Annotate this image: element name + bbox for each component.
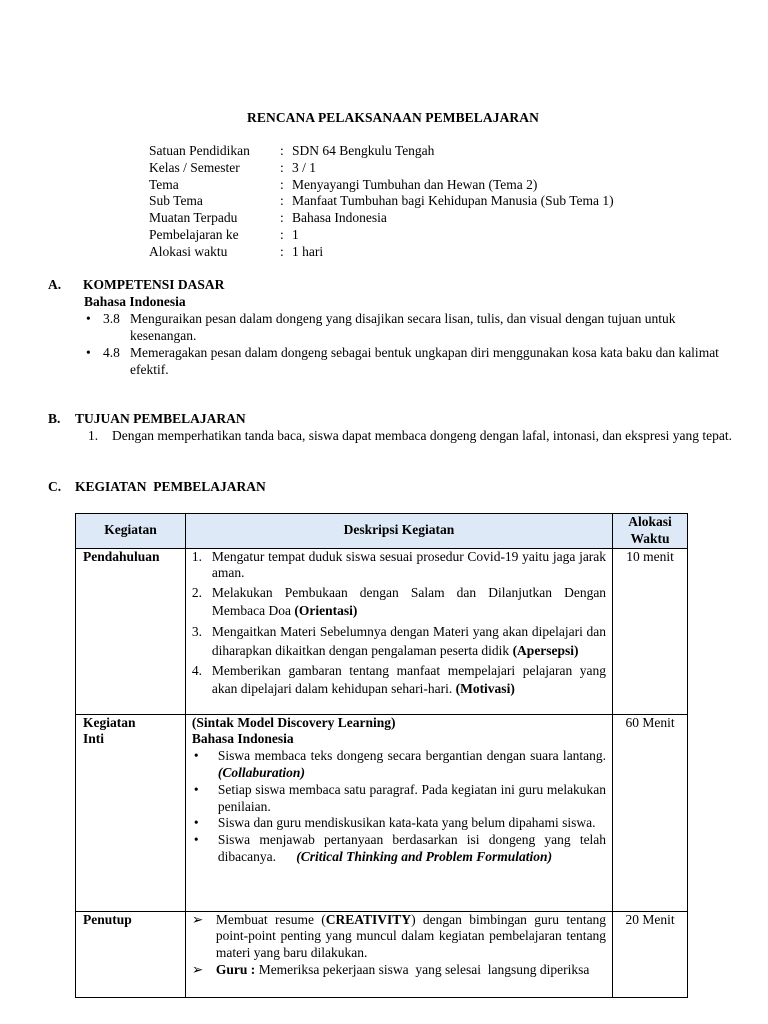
bullet-icon: • <box>86 345 91 360</box>
item-text-plain: Membuat resume ( <box>215 911 326 927</box>
item-text-plain: Setiap siswa membaca satu paragraf. Pada kegiatan ini guru melakukan penilaian. <box>217 781 607 814</box>
kd-item <box>86 345 736 379</box>
kegiatan-table <box>75 513 688 998</box>
item-text-plain: Mengatur tempat duduk siswa sesuai prosedur Covid-19 yaitu jaga jarak aman. <box>211 548 607 581</box>
item-number: 4. <box>191 663 203 679</box>
item-text-plain: Melakukan Pembukaan dengan Salam dan Dilanjutkan Dengan Membaca Doa <box>211 585 607 619</box>
bullet-icon: • <box>193 781 199 797</box>
item-tag: (Apersepsi) <box>512 643 579 659</box>
item-text <box>218 782 606 816</box>
kegiatan-name: Pendahuluan <box>76 548 186 714</box>
identity-row <box>149 177 614 194</box>
identity-label: Sub Tema <box>149 193 203 209</box>
section-b-heading <box>48 411 246 427</box>
identity-label: Muatan Terpadu <box>149 210 238 226</box>
item-text-plain: Mengaitkan Materi Sebelumnya dengan Materi yang akan dipelajari dan diharapkan dikaitkan dengan pengalaman peserta didik <box>211 624 607 659</box>
table-header-row <box>76 514 688 549</box>
identity-value: 1 hari <box>292 243 324 259</box>
identity-label: Tema <box>149 176 179 192</box>
kd-number: 4.8 <box>103 345 120 360</box>
kd-text: Memeragakan pesan dalam dongeng sebagai bentuk ungkapan diri menggunakan kosa kata baku dan kalimat efektif. <box>130 345 719 377</box>
identity-value: SDN 64 Bengkulu Tengah <box>292 143 435 158</box>
list-item <box>192 962 606 979</box>
identity-colon: : <box>280 159 284 175</box>
list-item <box>192 584 606 620</box>
identity-value: Menyayangi Tumbuhan dan Hewan (Tema 2) <box>292 176 538 192</box>
list-item <box>192 782 606 816</box>
arrow-bullet-icon: ➢ <box>191 911 204 927</box>
identity-label: Satuan Pendidikan <box>149 143 250 158</box>
kegiatan-name <box>76 714 186 911</box>
header-deskripsi: Deskripsi Kegiatan <box>185 514 612 549</box>
item-text-plain: Siswa membaca teks dongeng secara bergantian dengan suara lantang. <box>217 748 607 764</box>
identity-value: 3 / 1 <box>292 159 317 175</box>
item-text <box>216 912 606 962</box>
item-text <box>212 622 606 660</box>
tujuan-item <box>88 428 738 445</box>
identity-colon: : <box>280 143 284 158</box>
item-tag: (Critical Thinking and Problem Formulation) <box>296 848 553 864</box>
section-letter: B. <box>48 411 61 426</box>
identity-label: Alokasi waktu <box>149 243 228 259</box>
header-alokasi: Alokasi Waktu <box>613 514 688 549</box>
document-title: RENCANA PELAKSANAAN PEMBELAJARAN <box>247 110 539 125</box>
identity-row <box>149 227 614 244</box>
tujuan-number: 1. <box>88 428 99 443</box>
section-title: TUJUAN PEMBELAJARAN <box>75 411 246 426</box>
kd-item <box>86 311 736 345</box>
item-number: 1. <box>191 548 203 564</box>
identity-row <box>149 193 614 210</box>
list-item <box>192 662 606 698</box>
item-tag: (Motivasi) <box>455 681 515 697</box>
identity-row <box>149 244 614 261</box>
deskripsi-cell <box>185 714 612 911</box>
item-tag: (Collaburation) <box>217 764 305 780</box>
list-item <box>192 912 606 962</box>
identity-colon: : <box>280 193 284 209</box>
identity-colon: : <box>280 210 284 226</box>
arrow-bullet-icon: ➢ <box>191 961 204 977</box>
kegiatan-name: Penutup <box>76 911 186 997</box>
alokasi-cell: 20 Menit <box>613 911 688 997</box>
section-title: KEGIATAN PEMBELAJARAN <box>75 479 266 494</box>
header-kegiatan: Kegiatan <box>76 514 186 549</box>
bullet-icon: • <box>193 748 199 764</box>
section-title: KOMPETENSI DASAR <box>83 277 225 292</box>
item-text-plain: Siswa menjawab pertanyaan berdasarkan isi dongeng yang telah dibacanya. <box>217 832 610 864</box>
item-text <box>212 662 606 698</box>
identity-value: Bahasa Indonesia <box>292 210 387 226</box>
section-a-heading <box>48 277 224 293</box>
identity-label: Kelas / Semester <box>149 159 240 175</box>
bullet-icon: • <box>86 311 91 326</box>
identity-label: Pembelajaran ke <box>149 226 239 242</box>
table-row-inti <box>76 714 688 911</box>
item-text <box>212 549 606 583</box>
item-tag: Guru : <box>215 961 256 977</box>
bullet-icon: • <box>193 815 199 831</box>
identity-colon: : <box>280 226 284 242</box>
list-item <box>192 815 606 832</box>
kegiatan-name-text: Kegiatan Inti <box>83 714 136 747</box>
table-row-penutup <box>76 911 688 997</box>
identity-colon: : <box>280 243 284 259</box>
item-text-plain: ) dengan bimbingan guru tentang point-point penting yang muncul dalam kegiatan pembelajaran tentang materi yang baru dilakukan. <box>215 911 607 961</box>
subject-label: Bahasa Indonesia <box>191 731 294 747</box>
list-item <box>192 748 606 782</box>
item-text <box>218 748 606 782</box>
section-letter: C. <box>48 479 62 494</box>
list-item <box>192 549 606 583</box>
identity-value: Manfaat Tumbuhan bagi Kehidupan Manusia (Sub Tema 1) <box>292 193 614 209</box>
item-text-plain: Memeriksa pekerjaan siswa yang selesai langsung diperiksa <box>255 961 590 977</box>
item-text-plain: Siswa dan guru mendiskusikan kata-kata yang belum dipahami siswa. <box>217 815 596 831</box>
identity-block <box>149 143 614 261</box>
deskripsi-cell <box>185 911 612 997</box>
identity-row <box>149 160 614 177</box>
list-item <box>192 622 606 660</box>
alokasi-cell: 10 menit <box>613 548 688 714</box>
model-label: (Sintak Model Discovery Learning) <box>191 714 396 730</box>
alokasi-cell: 60 Menit <box>613 714 688 911</box>
kd-text: Menguraikan pesan dalam dongeng yang disajikan secara lisan, tulis, dan visual dengan tujuan untuk kesenangan. <box>130 311 676 343</box>
list-item <box>192 832 610 866</box>
identity-value: 1 <box>292 226 299 242</box>
section-a-subject: Bahasa Indonesia <box>84 294 186 309</box>
section-c-heading <box>48 479 266 495</box>
table-row-pendahuluan <box>76 548 688 714</box>
item-text <box>216 962 606 979</box>
identity-colon: : <box>280 176 284 192</box>
tujuan-text: Dengan memperhatikan tanda baca, siswa dapat membaca dongeng dengan lafal, intonasi, dan ekspresi yang tepat. <box>112 428 733 443</box>
item-text <box>212 584 606 620</box>
kd-number: 3.8 <box>103 311 120 326</box>
section-letter: A. <box>48 277 62 292</box>
bullet-icon: • <box>193 832 199 848</box>
item-text <box>217 832 610 866</box>
item-tag: CREATIVITY <box>325 911 412 927</box>
item-tag: (Orientasi) <box>294 603 358 619</box>
item-number: 3. <box>191 624 203 640</box>
identity-row <box>149 210 614 227</box>
deskripsi-cell <box>185 548 612 714</box>
item-text <box>218 815 606 832</box>
item-number: 2. <box>191 585 203 601</box>
item-text-plain: Memberikan gambaran tentang manfaat mempelajari pelajaran yang akan dipelajari dalam kehidupan sehari-hari. <box>211 663 607 697</box>
identity-row <box>149 143 614 160</box>
